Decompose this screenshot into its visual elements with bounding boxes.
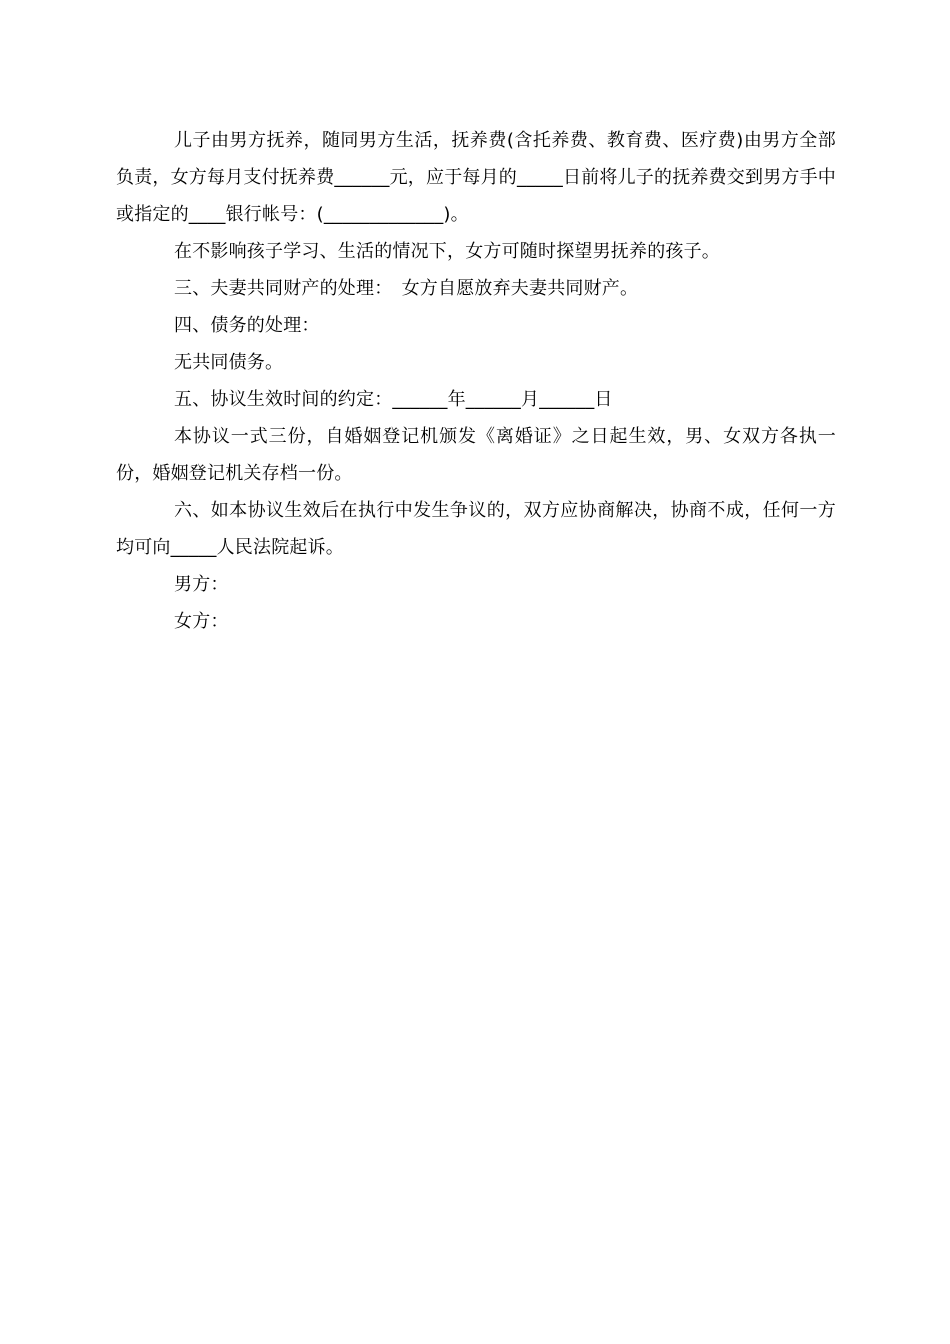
paragraph-debt-detail: 无共同债务。 — [174, 352, 284, 373]
signature-female: 女方： — [174, 611, 229, 632]
signature-male: 男方： — [174, 574, 229, 595]
paragraph-debt-heading: 四、债务的处理： — [174, 315, 320, 336]
document-body — [116, 122, 836, 640]
paragraph-dispute: 六、如本协议生效后在执行中发生争议的，双方应协商解决，协商不成，任何一方均可向_____人民法院起诉。 — [116, 500, 836, 558]
paragraph-property-heading: 三、夫妻共同财产的处理： 女方自愿放弃夫妻共同财产。 — [174, 278, 639, 299]
paragraph-copies: 本协议一式三份，自婚姻登记机颁发《离婚证》之日起生效，男、女双方各执一份，婚姻登记机关存档一份。 — [116, 426, 836, 484]
paragraph-visitation: 在不影响孩子学习、生活的情况下，女方可随时探望男抚养的孩子。 — [174, 241, 720, 262]
paragraph-custody: 儿子由男方抚养，随同男方生活，抚养费(含托养费、教育费、医疗费)由男方全部负责，女方每月支付抚养费______元，应于每月的_____日前将儿子的抚养费交到男方手中或指定的____银行帐号：(_____________)。 — [116, 130, 836, 225]
paragraph-effective-date: 五、协议生效时间的约定：______年______月______日 — [174, 389, 613, 410]
